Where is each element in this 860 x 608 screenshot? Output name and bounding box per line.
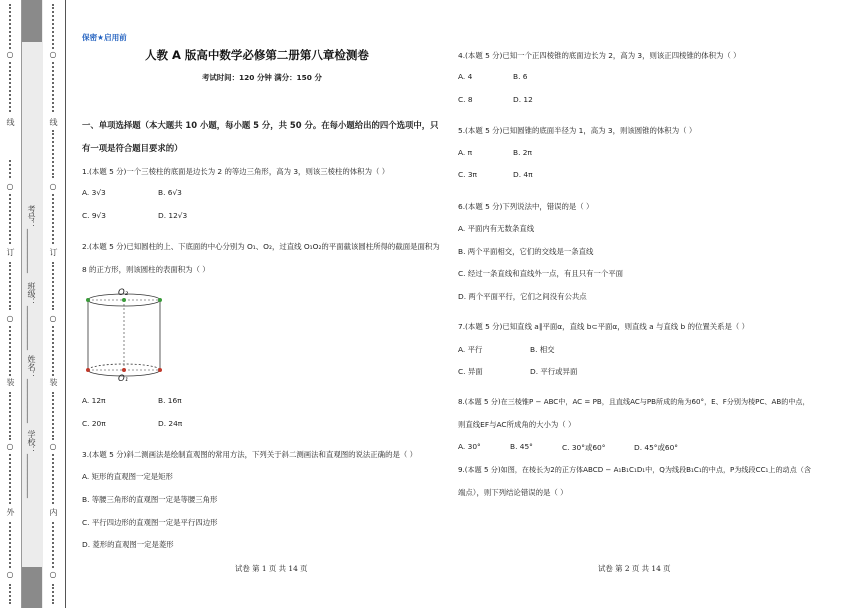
q1-option-c[interactable]: C. 9√3 [82, 211, 106, 220]
q4-option-b[interactable]: B. 6 [513, 72, 528, 81]
q2-option-d[interactable]: D. 24π [158, 419, 183, 428]
binding-inner-char-order: 订 [49, 248, 58, 256]
q7-stem: 7.(本题 5 分)已知直线 a∥平面α，直线 b⊂平面α，则直线 a 与直线 b 的位置关系是（ ） [458, 322, 750, 331]
q6-option-d[interactable]: D. 两个平面平行，它们之间没有公共点 [458, 292, 587, 301]
q6-option-a[interactable]: A. 平面内有无数条直线 [458, 224, 535, 233]
q1-option-b[interactable]: B. 6√3 [158, 188, 182, 197]
dotted-line [52, 194, 56, 244]
field-class[interactable]: 班级：___________ [27, 282, 36, 350]
q1-stem: 1.(本题 5 分)一个三棱柱的底面是边长为 2 的等边三角形，高为 3，则该三棱柱的体积为（ ） [82, 167, 390, 176]
circle-mark: ○ [49, 442, 57, 451]
dotted-line [9, 454, 13, 504]
section1-heading: 一、单项选择题（本大题共 10 小题，每小题 5 分，共 50 分。在每小题给出的四个选项中，只 [82, 120, 439, 130]
q5-option-c[interactable]: C. 3π [458, 170, 478, 179]
binding-char-line: 线 [6, 118, 15, 126]
dotted-line [9, 262, 13, 310]
section1-heading-cont: 有一项是符合题目要求的） [82, 143, 183, 153]
q6-stem: 6.(本题 5 分)下列说法中，错误的是（ ） [458, 202, 594, 211]
dotted-line [52, 584, 56, 604]
circle-mark: ○ [6, 570, 14, 579]
q7-option-d[interactable]: D. 平行或异面 [530, 367, 578, 376]
q8-option-b[interactable]: B. 45° [510, 442, 533, 451]
dotted-line [9, 326, 13, 376]
dotted-line [9, 160, 13, 178]
q1-option-d[interactable]: D. 12√3 [158, 211, 188, 220]
dotted-line [9, 584, 13, 604]
q2-stem: 2.(本题 5 分)已知圆柱的上、下底面的中心分别为 O₁、O₂，过直线 O₁O₂的平面截该圆柱所得的截面是面积为 [82, 242, 440, 251]
dotted-line [52, 454, 56, 504]
q8-option-d[interactable]: D. 45°或60° [634, 443, 678, 452]
circle-mark: ○ [49, 182, 57, 191]
q2-option-c[interactable]: C. 20π [82, 419, 106, 428]
q8-option-a[interactable]: A. 30° [458, 442, 481, 451]
circle-mark: ○ [49, 570, 57, 579]
q7-option-a[interactable]: A. 平行 [458, 345, 483, 354]
page-footer-left: 试卷 第 1 页 共 14 页 [235, 564, 308, 573]
label-o1: O₁ [118, 374, 129, 384]
q8-stem: 8.(本题 5 分)在三棱锥P − ABC中，AC = PB，且直线AC与PB所成的角为60°，E、F分别为棱PC、AB的中点， [458, 397, 810, 406]
dotted-line [9, 522, 13, 568]
exam-info: 考试时间：120 分钟 满分：150 分 [202, 73, 322, 82]
label-o2: O₂ [118, 288, 129, 298]
secret-label: 保密★启用前 [82, 33, 127, 42]
cylinder-figure [80, 288, 170, 386]
binding-char-outer: 外 [6, 508, 15, 516]
q8-option-c[interactable]: C. 30°或60° [562, 443, 606, 452]
q9-stem: 9.(本题 5 分)如图，在棱长为2的正方体ABCD − A₁B₁C₁D₁中，Q为线段B₁C₁的中点，P为线段CC₁上的动点（含 [458, 465, 811, 474]
field-number[interactable]: 考号：___________ [27, 205, 36, 273]
q5-option-b[interactable]: B. 2π [513, 148, 532, 157]
dotted-line [52, 326, 56, 376]
q4-option-d[interactable]: D. 12 [513, 95, 533, 104]
q3-option-c[interactable]: C. 平行四边形的直观图一定是平行四边形 [82, 518, 218, 527]
q3-option-b[interactable]: B. 等腰三角形的直观图一定是等腰三角形 [82, 495, 218, 504]
dotted-line [52, 262, 56, 310]
dotted-line [52, 4, 56, 49]
binding-char-bind: 装 [6, 378, 15, 386]
q4-option-c[interactable]: C. 8 [458, 95, 473, 104]
dotted-line [52, 130, 56, 178]
q5-option-a[interactable]: A. π [458, 148, 473, 157]
q3-stem: 3.(本题 5 分)斜二测画法是绘制直观图的常用方法，下列关于斜二测画法和直观图的说法正确的是（ ） [82, 450, 417, 459]
q5-stem: 5.(本题 5 分)已知圆锥的底面半径为 1，高为 3，则该圆锥的体积为（ ） [458, 126, 697, 135]
q6-option-c[interactable]: C. 经过一条直线和直线外一点，有且只有一个平面 [458, 269, 624, 278]
dotted-line [52, 392, 56, 440]
field-school[interactable]: 学校：___________ [27, 430, 36, 498]
binding-dark-block-bottom [22, 567, 42, 608]
page-footer-right: 试卷 第 2 页 共 14 页 [598, 564, 671, 573]
q2-stem-cont: 8 的正方形，则该圆柱的表面积为（ ） [82, 265, 210, 274]
dotted-line [52, 522, 56, 568]
binding-inner-char-bind: 装 [49, 378, 58, 386]
page-title: 人教 A 版高中数学必修第二册第八章检测卷 [145, 48, 369, 62]
q7-option-c[interactable]: C. 异面 [458, 367, 483, 376]
q9-stem-cont: 端点），则下列结论错误的是（ ） [458, 488, 568, 497]
binding-char-order: 订 [6, 248, 15, 256]
q4-option-a[interactable]: A. 4 [458, 72, 473, 81]
q6-option-b[interactable]: B. 两个平面相交，它们的交线是一条直线 [458, 247, 594, 256]
q3-option-d[interactable]: D. 菱形的直观图一定是菱形 [82, 540, 174, 549]
circle-mark: ○ [6, 442, 14, 451]
circle-mark: ○ [6, 314, 14, 323]
q2-option-a[interactable]: A. 12π [82, 396, 106, 405]
q4-stem: 4.(本题 5 分)已知一个正四棱锥的底面边长为 2，高为 3，则该正四棱锥的体积为（ ） [458, 51, 741, 60]
dotted-line [9, 4, 13, 49]
q7-option-b[interactable]: B. 相交 [530, 345, 555, 354]
q8-stem-cont: 则直线EF与AC所成角的大小为（ ） [458, 420, 576, 429]
circle-mark: ○ [6, 182, 14, 191]
q3-option-a[interactable]: A. 矩形的直观图一定是矩形 [82, 472, 173, 481]
dotted-line [9, 392, 13, 440]
dotted-line [9, 62, 13, 112]
dotted-line [52, 62, 56, 112]
circle-mark: ○ [6, 50, 14, 59]
binding-inner-char-inner: 内 [49, 508, 58, 516]
q5-option-d[interactable]: D. 4π [513, 170, 533, 179]
binding-dark-block-top [22, 0, 42, 42]
q2-option-b[interactable]: B. 16π [158, 396, 182, 405]
field-name[interactable]: 姓名：___________ [27, 355, 36, 423]
binding-inner-char-line: 线 [49, 118, 58, 126]
circle-mark: ○ [49, 314, 57, 323]
circle-mark: ○ [49, 50, 57, 59]
dotted-line [9, 194, 13, 244]
q1-option-a[interactable]: A. 3√3 [82, 188, 106, 197]
